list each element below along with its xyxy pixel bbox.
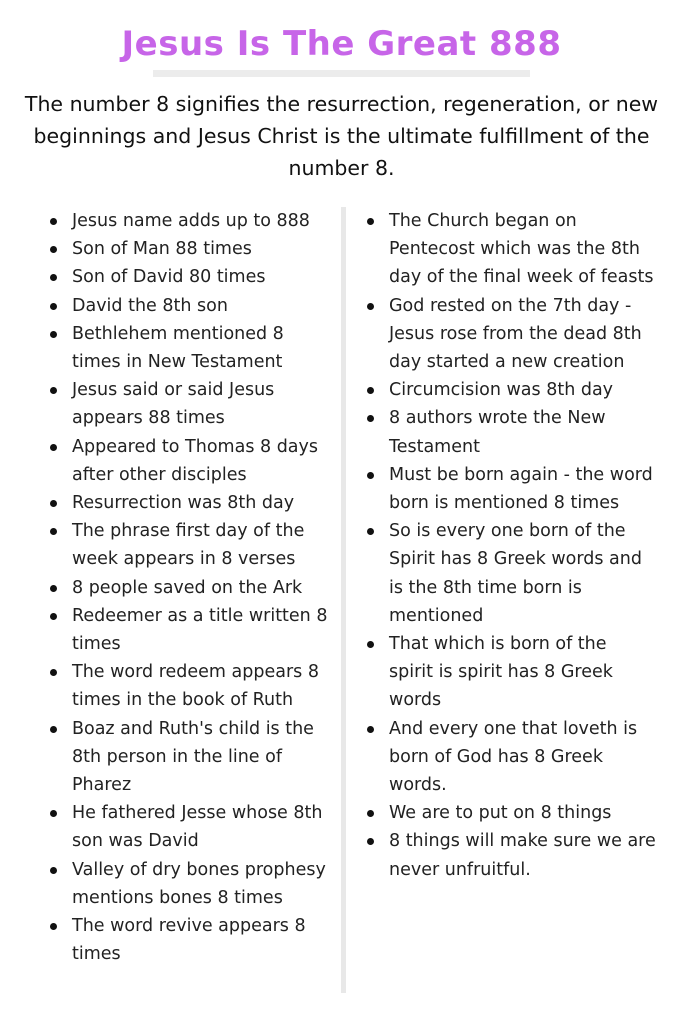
list-item: The Church began on Pentecost which was the 8th day of the final week of feasts: [364, 207, 656, 292]
list-item: Jesus name adds up to 888: [47, 207, 337, 235]
list-item: David the 8th son: [47, 292, 337, 320]
list-item: The word revive appears 8 times: [47, 912, 337, 968]
intro-paragraph: The number 8 signifies the resurrection, regeneration, or new beginnings and Jesus Christ is the ultimate fulfillment of the number 8.: [24, 92, 659, 180]
list-item: The word redeem appears 8 times in the book of Ruth: [47, 658, 337, 714]
list-item: And every one that loveth is born of God has 8 Greek words.: [364, 715, 656, 800]
list-item: Resurrection was 8th day: [47, 489, 337, 517]
list-item: Son of David 80 times: [47, 263, 337, 291]
list-item: 8 authors wrote the New Testament: [364, 404, 656, 460]
page-title: Jesus Is The Great 888: [121, 24, 562, 64]
list-item: God rested on the 7th day - Jesus rose from the dead 8th day started a new creation: [364, 292, 656, 377]
list-item: He fathered Jesse whose 8th son was David: [47, 799, 337, 855]
list-item: Redeemer as a title written 8 times: [47, 602, 337, 658]
title-underline: [153, 70, 530, 77]
list-item: Circumcision was 8th day: [364, 376, 656, 404]
list-item: We are to put on 8 things: [364, 799, 656, 827]
list-item: The phrase first day of the week appears in 8 verses: [47, 517, 337, 573]
list-item: Jesus said or said Jesus appears 88 times: [47, 376, 337, 432]
list-item: 8 things will make sure we are never unfruitful.: [364, 827, 656, 883]
list-item: Bethlehem mentioned 8 times in New Testament: [47, 320, 337, 376]
list-item: Appeared to Thomas 8 days after other disciples: [47, 433, 337, 489]
left-bullet-list: [47, 207, 337, 968]
list-item: Must be born again - the word born is mentioned 8 times: [364, 461, 656, 517]
column-divider: [341, 207, 346, 993]
list-item: Son of Man 88 times: [47, 235, 337, 263]
list-item: Boaz and Ruth's child is the 8th person in the line of Pharez: [47, 715, 337, 800]
list-item: Valley of dry bones prophesy mentions bones 8 times: [47, 856, 337, 912]
list-item: 8 people saved on the Ark: [47, 574, 337, 602]
list-item: So is every one born of the Spirit has 8 Greek words and is the 8th time born is mentioned: [364, 517, 656, 630]
right-bullet-list: [364, 207, 656, 884]
list-item: That which is born of the spirit is spirit has 8 Greek words: [364, 630, 656, 715]
